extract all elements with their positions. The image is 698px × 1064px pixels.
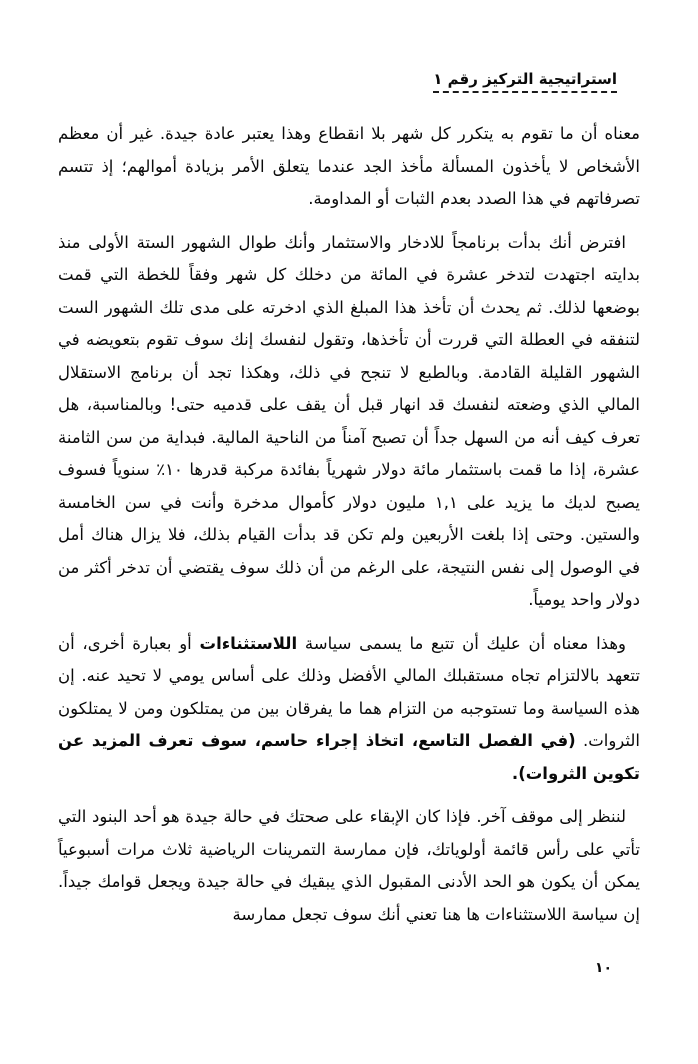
paragraph-3-text-continued: أو بعبارة أخرى، أن تتعهد بالالتزام تجاه مستقبلك المالي الأفضل وذلك على أساس يومي لا تحيد عنه. إن هذه السياسة وما تستوجبه من التزام هما ما يفرقان بين من يمتلكون ومن لا يمتلكون الثروات. <box>58 633 640 750</box>
body-text-block <box>58 118 640 942</box>
paragraph-1: معناه أن ما تقوم به يتكرر كل شهر بلا انقطاع وهذا يعتبر عادة جيدة. غير أن معظم الأشخاص لا يأخذون المسألة مأخذ الجد عندما يتعلق الأمر بزيادة أموالهم؛ إذ تتسم تصرفاتهم في هذا الصدد بعدم الثبات أو المداومة. <box>58 124 640 208</box>
page-number: ١٠ <box>594 960 612 976</box>
paragraph-4: لننظر إلى موقف آخر. فإذا كان الإبقاء على صحتك في حالة جيدة هو أحد البنود التي تأتي على رأس قائمة أولوياتك، فإن ممارسة التمرينات الرياضية ثلاث مرات أسبوعياً يمكن أن يكون هو الحد الأدنى المقبول الذي يبقيك في حالة جيدة ويجعل قوامك جيداً. إن سياسة اللاستثناءات ها هنا تعني أنك سوف تجعل ممارسة <box>58 807 640 924</box>
paragraph-2: افترض أنك بدأت برنامجاً للادخار والاستثمار وأنك طوال الشهور الستة الأولى منذ بدايته اجتهدت لتدخر عشرة في المائة من دخلك كل شهر وفقاً للخطة التي قمت بوضعها لذلك. ثم يحدث أن تأخذ هذا المبلغ الذي ادخرته على مدى تلك الشهور الست لتنفقه في العطلة التي قررت أن تأخذها، وتقول لنفسك إنك سوف تقوم بتعويضه في الشهور القليلة القادمة. وبالطبع لا تنجح في ذلك، وهكذا تجد أن برنامج الاستقلال المالي الذي وضعته لنفسك قد انهار قبل أن يقف على قدميه حتى! وبالمناسبة، هل تعرف كيف أنه من السهل جداً أن تصبح آمناً من الناحية المالية. فبداية من سن الثامنة عشرة، إذا ما قمت باستثمار مائة دولار شهرياً بفائدة مركبة قدرها ١٠٪ سنوياً فسوف يصبح لديك ما يزيد على ١,١ مليون دولار كأموال مدخرة وأنت في سن الخامسة والستين. وحتى إذا بلغت الأربعين ولم تكن قد بدأت القيام بذلك، فلا يزال هناك أمل في الوصول إلى نفس النتيجة، على الرغم من أن ذلك سوف يقتضي أن تدخر أكثر من دولار واحد يومياً. <box>58 232 640 609</box>
running-head-chapter-title: استراتيجية التركيز رقم ١ <box>433 70 617 93</box>
paragraph-3-bold-parenthetical: (في الفصل التاسع، اتخاذ إجراء حاسم، سوف تعرف المزيد عن تكوين الثروات). <box>58 731 640 783</box>
paragraph-3 <box>58 628 640 791</box>
paragraph-3-text: وهذا معناه أن عليك أن تتبع ما يسمى سياسة <box>297 633 626 653</box>
paragraph-3-bold-term: اللاستثناءات <box>199 633 298 653</box>
